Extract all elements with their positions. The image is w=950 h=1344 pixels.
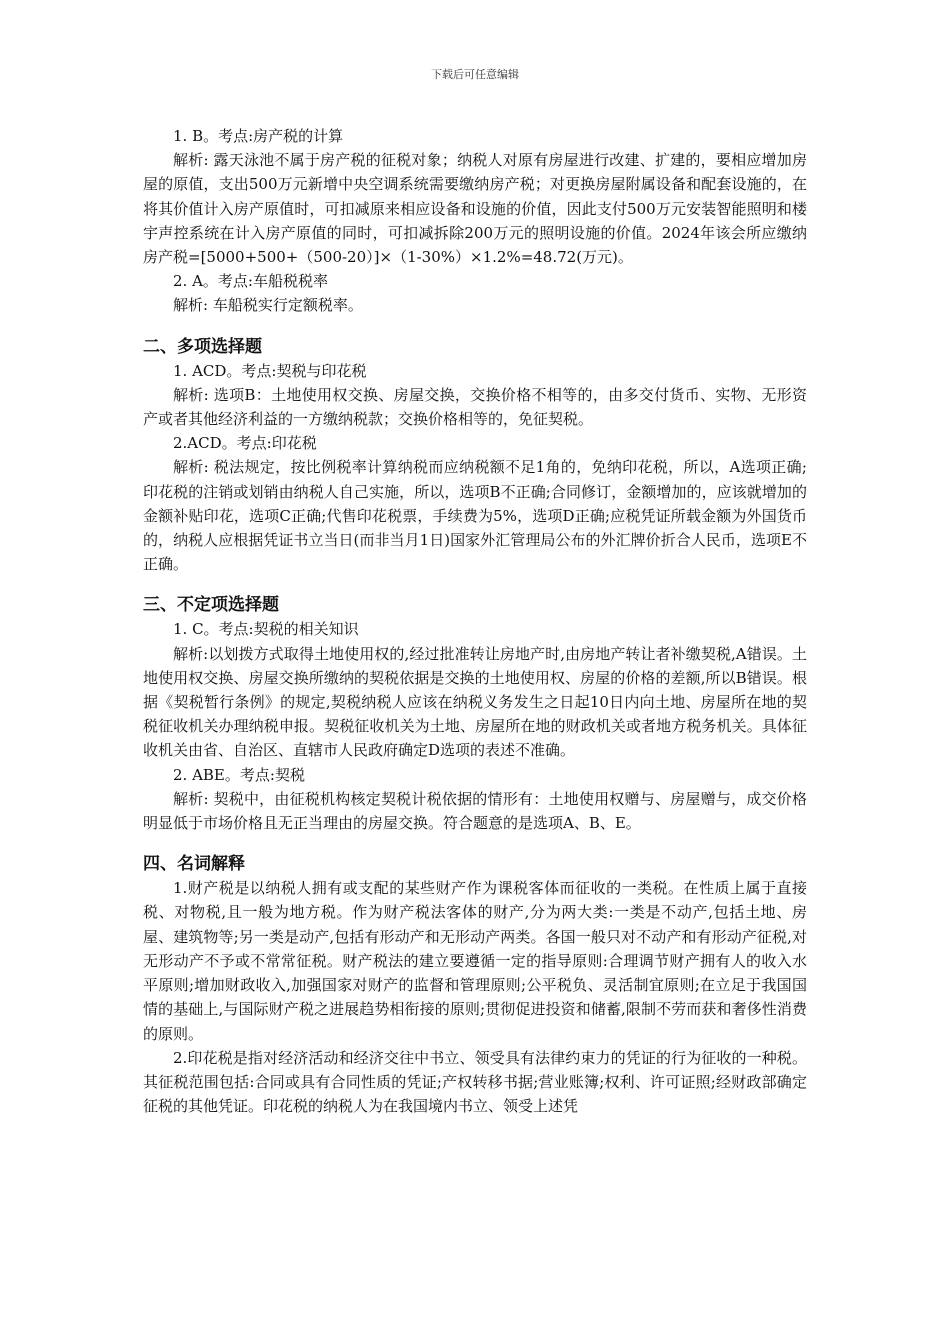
explanation-paragraph: 解析: 选项B：土地使用权交换、房屋交换，交换价格不相等的，由多交付货币、实物、无形资产或者其他经济利益的一方缴纳税款；交换价格相等的，免征契税。 xyxy=(143,385,807,429)
definition-paragraph: 1.财产税是以纳税人拥有或支配的某些财产作为课税客体而征收的一类税。在性质上属于直接税、对物税,且一般为地方税。作为财产税法客体的财产,分为两大类:一类是不动产,包括土地、房屋、建筑物等;另一类是动产,包括有形动产和无形动产两类。各国一般只对不动产和有形动产征税,对无形动产不予或不常常征税。财产税法的建立要遵循一定的指导原则:合理调节财产拥有人的收入水平原则;增加财政收入,加强国家对财产的监督和管理原则;公平税负、灵活制宜原则;在立足于我国国情的基础上,与国际财产税之进展趋势相衔接的原则;贯彻促进投资和储蓄,限制不劳而获和奢侈性消费的原则。 xyxy=(143,879,807,1043)
explanation-paragraph: 解析: 车船税实行定额税率。 xyxy=(173,296,363,315)
page-header: 下载后可任意编辑 xyxy=(431,68,519,81)
answer-item: 2. ABE。考点:契税 xyxy=(173,765,305,784)
explanation-paragraph: 解析:以划拨方式取得土地使用权的,经过批准转让房地产时,由房地产转让者补缴契税,A错误。土地使用权交换、房屋交换所缴纳的契税依据是交换的土地使用权、房屋的价格的差额,所以B错误。根据《契税暂行条例》的规定,契税纳税人应该在纳税义务发生之日起10日内向土地、房屋所在地的契税征收机关办理纳税申报。契税征收机关为土地、房屋所在地的财政机关或者地方税务机关。具体征收机关由省、自治区、直辖市人民政府确定D选项的表述不准确。 xyxy=(143,644,807,760)
section-heading: 二、多项选择题 xyxy=(143,336,262,357)
explanation-paragraph: 解析: 露天泳池不属于房产税的征税对象；纳税人对原有房屋进行改建、扩建的，要相应增加房屋的原值，支出500万元新增中央空调系统需要缴纳房产税；对更换房屋附属设备和配套设施的，在将其价值计入房产原值时，可扣减原来相应设备和设施的价值，因此支付500万元安装智能照明和楼宇声控系统在计入房产原值的同时，可扣减拆除200万元的照明设施的价值。2024年该会所应缴纳房产税=[5000+500+（500-20）]×（1-30%）×1.2%=48.72(万元)。 xyxy=(143,151,807,267)
answer-item: 2.ACD。考点:印花税 xyxy=(173,434,317,453)
document-body xyxy=(143,124,807,1118)
answer-item: 1. ACD。考点:契税与印花税 xyxy=(173,361,367,380)
answer-item: 2. A。考点:车船税税率 xyxy=(173,272,328,291)
explanation-paragraph: 解析: 税法规定，按比例税率计算纳税而应纳税额不足1角的，免纳印花税，所以，A选项正确;印花税的注销或划销由纳税人自己实施，所以，选项B不正确;合同修订，金额增加的，应该就增加的金额补贴印花，选项C正确;代售印花税票，手续费为5%，选项D正确;应税凭证所载金额为外国货币的，纳税人应根据凭证书立当日(而非当月1日)国家外汇管理局公布的外汇牌价折合人民币，选项E不正确。 xyxy=(143,458,807,574)
answer-item: 1. B。考点:房产税的计算 xyxy=(173,127,344,145)
answer-item: 1. C。考点:契税的相关知识 xyxy=(173,620,359,639)
explanation-paragraph: 解析: 契税中，由征税机构核定契税计税依据的情形有：土地使用权赠与、房屋赠与，成交价格明显低于市场价格且无正当理由的房屋交换。符合题意的是选项A、B、E。 xyxy=(143,789,807,833)
section-heading: 三、不定项选择题 xyxy=(143,595,279,616)
section-heading: 四、名词解释 xyxy=(143,854,245,875)
definition-paragraph: 2.印花税是指对经济活动和经济交往中书立、领受具有法律约束力的凭证的行为征收的一种税。其征税范围包括:合同或具有合同性质的凭证;产权转移书据;营业账簿;权利、许可证照;经财政部确定征税的其他凭证。印花税的纳税人为在我国境内书立、领受上述凭 xyxy=(143,1048,807,1116)
